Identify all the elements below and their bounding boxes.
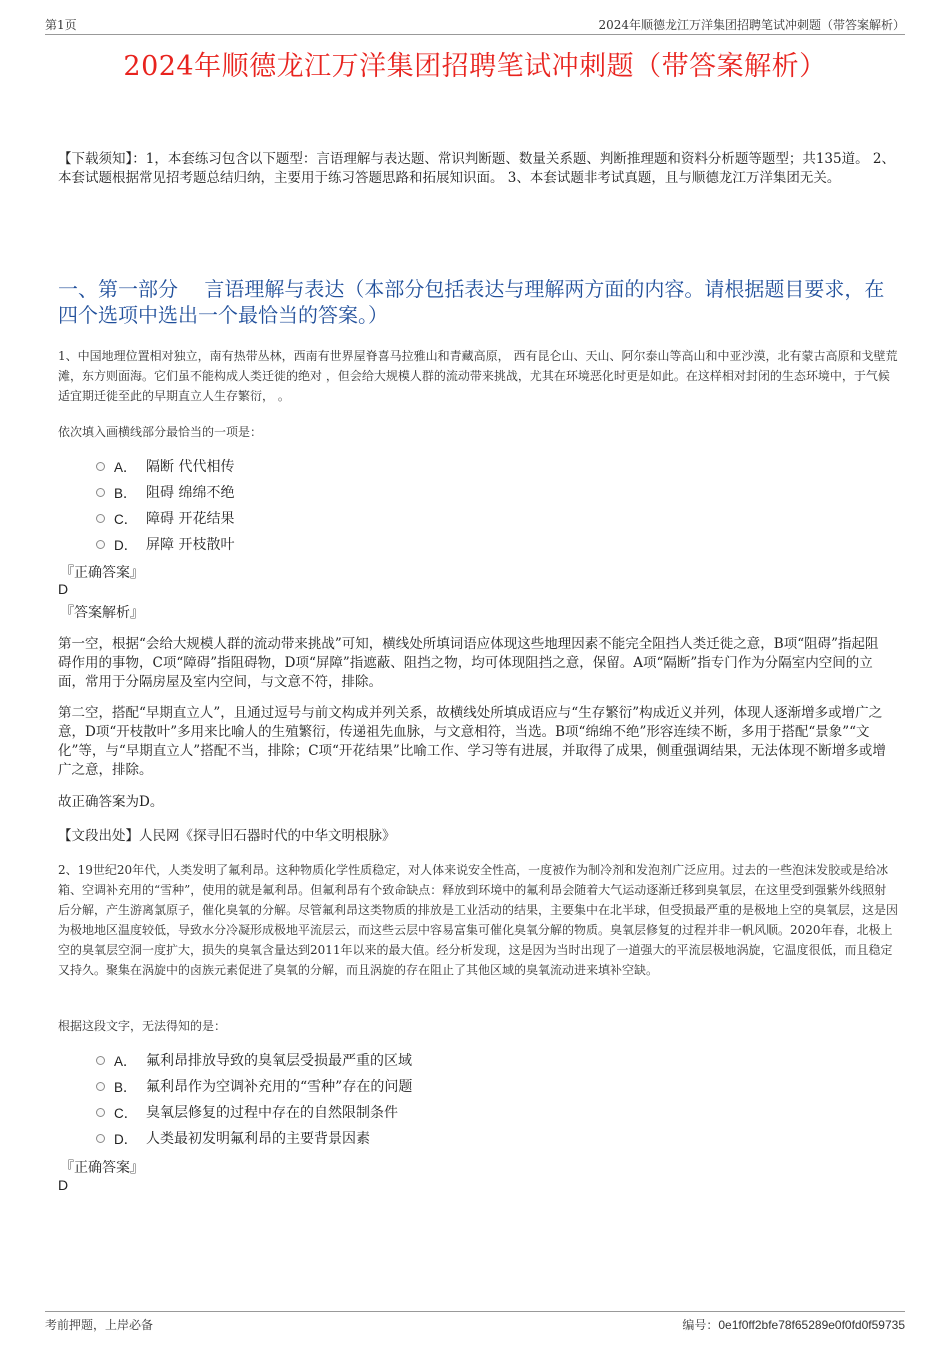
question-1-answer-label: 『正确答案』 bbox=[60, 565, 144, 581]
option-a[interactable] bbox=[96, 1047, 796, 1073]
question-2-answer: D bbox=[58, 1177, 69, 1193]
option-text: 屏障 开枝散叶 bbox=[146, 537, 235, 553]
option-c[interactable] bbox=[96, 1099, 796, 1125]
page-header bbox=[45, 14, 905, 35]
option-b[interactable] bbox=[96, 1073, 796, 1099]
question-1-conclusion: 故正确答案为D。 bbox=[58, 794, 164, 810]
serial-label: 编号： bbox=[682, 1318, 719, 1332]
option-a[interactable] bbox=[96, 453, 796, 479]
page-footer bbox=[45, 1311, 905, 1334]
question-2-prompt: 根据这段文字，无法得知的是： bbox=[58, 1019, 227, 1033]
option-c[interactable] bbox=[96, 505, 796, 531]
option-letter: C． bbox=[114, 512, 138, 527]
option-d[interactable] bbox=[96, 1125, 796, 1151]
radio-button[interactable] bbox=[96, 488, 105, 497]
footer-serial bbox=[682, 1316, 905, 1333]
option-text: 阻碍 绵绵不绝 bbox=[146, 485, 235, 501]
option-letter: A． bbox=[114, 1054, 137, 1069]
radio-button[interactable] bbox=[96, 514, 105, 523]
option-text: 隔断 代代相传 bbox=[146, 459, 235, 475]
option-letter: B． bbox=[114, 1080, 137, 1095]
document-title: 2024年顺德龙江万洋集团招聘笔试冲刺题（带答案解析） bbox=[123, 51, 827, 82]
radio-button[interactable] bbox=[96, 540, 105, 549]
question-1-analysis-p1: 第一空，根据“会给大规模人群的流动带来挑战”可知，横线处所填词语应体现这些地理因素不能完全阻挡人类迁徙之意，B项“阻碍”指起阻碍作用的事物，C项“障碍”指阻碍物，D项“屏障”指遮蔽、阻挡之物，均可体现阻挡之意，保留。A项“隔断”指专门作为分隔室内空间的立面，常用于分隔房屋及室内空间，与文意不符，排除。 bbox=[58, 636, 879, 690]
radio-button[interactable] bbox=[96, 1108, 105, 1117]
option-text: 臭氧层修复的过程中存在的自然限制条件 bbox=[146, 1105, 398, 1121]
question-1-analysis-p2: 第二空，搭配“早期直立人”，且通过逗号与前文构成并列关系，故横线处所填成语应与“生存繁衍”构成近义并列，体现人逐渐增多或增广之意，D项“开枝散叶”多用来比喻人的生殖繁衍，传递祖先血脉，与文意相符，当选。B项“绵绵不绝”形容连续不断，多用于搭配“景象”“文化”等，与“早期直立人”搭配不当，排除；C项“开花结果”比喻工作、学习等有进展，并取得了成果，侧重强调结果，无法体现不断增多或增广之意，排除。 bbox=[58, 705, 886, 778]
question-2-options bbox=[96, 1047, 796, 1151]
question-1-options bbox=[96, 453, 796, 557]
header-doc-title: 2024年顺德龙江万洋集团招聘笔试冲刺题（带答案解析） bbox=[598, 18, 905, 32]
option-b[interactable] bbox=[96, 479, 796, 505]
option-text: 障碍 开花结果 bbox=[146, 511, 235, 527]
section-heading: 一、第一部分 言语理解与表达（本部分包括表达与理解两方面的内容。请根据题目要求，在四个选项中选出一个最恰当的答案。） bbox=[58, 277, 885, 327]
radio-button[interactable] bbox=[96, 1056, 105, 1065]
option-text: 氟利昂排放导致的臭氧层受损最严重的区域 bbox=[146, 1053, 412, 1069]
option-text: 氟利昂作为空调补充用的“雪种”存在的问题 bbox=[146, 1079, 413, 1095]
serial-code: 0e1f0ff2bfe78f65289e0f0fd0f59735 bbox=[718, 1318, 905, 1332]
option-letter: A． bbox=[114, 460, 137, 475]
option-d[interactable] bbox=[96, 531, 796, 557]
option-letter: C． bbox=[114, 1106, 138, 1121]
footer-slogan: 考前押题，上岸必备 bbox=[45, 1318, 154, 1332]
question-1-analysis-label: 『答案解析』 bbox=[60, 605, 144, 621]
question-1-source: 【文段出处】人民网《探寻旧石器时代的中华文明根脉》 bbox=[58, 828, 396, 844]
question-2-text: 2、19世纪20年代，人类发明了氟利昂。这种物质化学性质稳定，对人体来说安全性高，一度被作为制冷剂和发泡剂广泛应用。过去的一些泡沫发胶或是给冰箱、空调补充用的“雪种”，使用的就是氟利昂。但氟利昂有个致命缺点：释放到环境中的氟利昂会随着大气运动逐渐迁移到臭氧层，在这里受到强紫外线照射后分解，产生游离氯原子，催化臭氧的分解。尽管氟利昂这类物质的排放是工业活动的结果，主要集中在北半球，但受损最严重的是极地上空的臭氧层，这是因为极地地区温度较低，导致水分冷凝形成极地平流层云，而这些云层中容易富集可催化臭氧分解的物质。臭氧层修复的过程并非一帆风顺。2020年春，北极上空的臭氧层空洞一度扩大，损失的臭氧含量达到2011年以来的最大值。经分析发现，这是因为当时出现了一道强大的平流层极地涡旋，它温度很低，而且稳定又持久。聚集在涡旋中的卤族元素促进了臭氧的分解，而且涡旋的存在阻止了其他区域的臭氧流动进来填补空缺。 bbox=[58, 863, 899, 977]
option-letter: D． bbox=[114, 538, 138, 553]
question-1-prompt: 依次填入画横线部分最恰当的一项是： bbox=[58, 425, 263, 439]
radio-button[interactable] bbox=[96, 1082, 105, 1091]
option-letter: D． bbox=[114, 1132, 138, 1147]
question-1-answer: D bbox=[58, 581, 69, 597]
download-notice: 【下载须知】：1，本套练习包含以下题型：言语理解与表达题、常识判断题、数量关系题、判断推理题和资料分析题等题型；共135道。 2、本套试题根据常见招考题总结归纳，主要用于练习答题思路和拓展知识面。 3、本套试题非考试真题，且与顺德龙江万洋集团无关。 bbox=[58, 151, 895, 186]
question-1-text: 1、中国地理位置相对独立，南有热带丛林，西南有世界屋脊喜马拉雅山和青藏高原， 西有昆仑山、天山、阿尔泰山等高山和中亚沙漠，北有蒙古高原和戈壁荒滩，东方则面海。它们虽不能构成人类迁徙的绝对 ，但会给大规模人群的流动带来挑战，尤其在环境恶化时更是如此。在这样相对封闭的生态环境中，于气候适宜期迁徙至此的早期直立人生存繁衍， 。 bbox=[58, 349, 898, 403]
page-number: 第1页 bbox=[45, 18, 77, 32]
radio-button[interactable] bbox=[96, 462, 105, 471]
question-2-answer-label: 『正确答案』 bbox=[60, 1160, 144, 1176]
radio-button[interactable] bbox=[96, 1134, 105, 1143]
option-text: 人类最初发明氟利昂的主要背景因素 bbox=[146, 1131, 370, 1147]
option-letter: B． bbox=[114, 486, 137, 501]
